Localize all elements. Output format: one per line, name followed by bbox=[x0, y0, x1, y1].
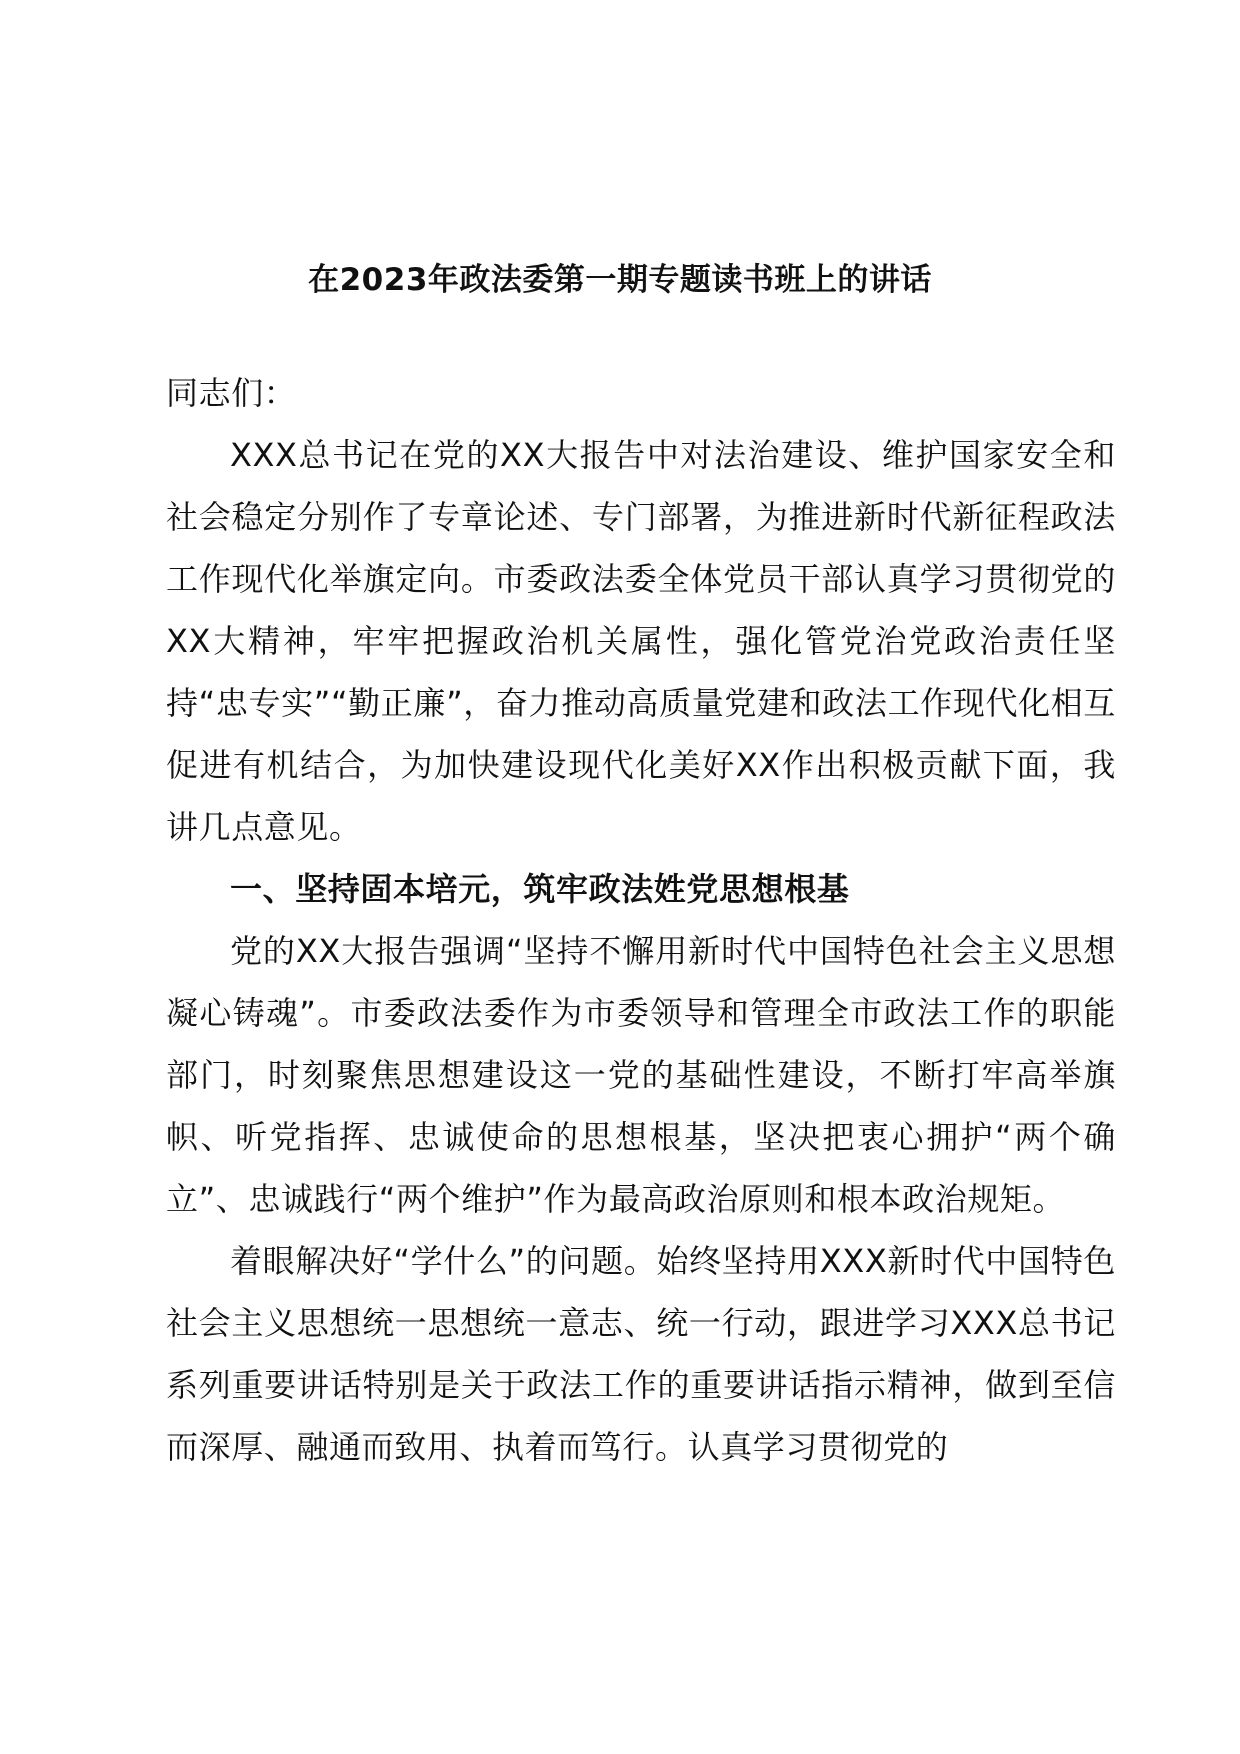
section-1-paragraph-2: 着眼解决好“学什么”的问题。始终坚持用XXX新时代中国特色社会主义思想统一思想统一意志、统一行动，跟进学习XXX总书记系列重要讲话特别是关于政法工作的重要讲话指示精神，做到至信而深厚、融通而致用、执着而笃行。认真学习贯彻党的 bbox=[166, 1242, 1116, 1466]
document-title: 在2023年政法委第一期专题读书班上的讲话 bbox=[308, 262, 932, 298]
salutation: 同志们： bbox=[166, 374, 297, 412]
section-1-paragraph-1: 党的XX大报告强调“坚持不懈用新时代中国特色社会主义思想凝心铸魂”。市委政法委作为市委领导和管理全市政法工作的职能部门，时刻聚焦思想建设这一党的基础性建设，不断打牢高举旗帜、听党指挥、忠诚使命的思想根基，坚决把衷心拥护“两个确立”、忠诚践行“两个维护”作为最高政治原则和根本政治规矩。 bbox=[166, 932, 1116, 1218]
intro-paragraph: XXX总书记在党的XX大报告中对法治建设、维护国家安全和社会稳定分别作了专章论述、专门部署，为推进新时代新征程政法工作现代化举旗定向。市委政法委全体党员干部认真学习贯彻党的XX大精神，牢牢把握政治机关属性，强化管党治党政治责任坚持“忠专实”“勤正廉”，奋力推动高质量党建和政法工作现代化相互促进有机结合，为加快建设现代化美好XX作出积极贡献下面，我讲几点意见。 bbox=[166, 436, 1116, 846]
section-heading-1: 一、坚持固本培元，筑牢政法姓党思想根基 bbox=[230, 870, 850, 908]
document-body bbox=[166, 362, 1116, 1478]
